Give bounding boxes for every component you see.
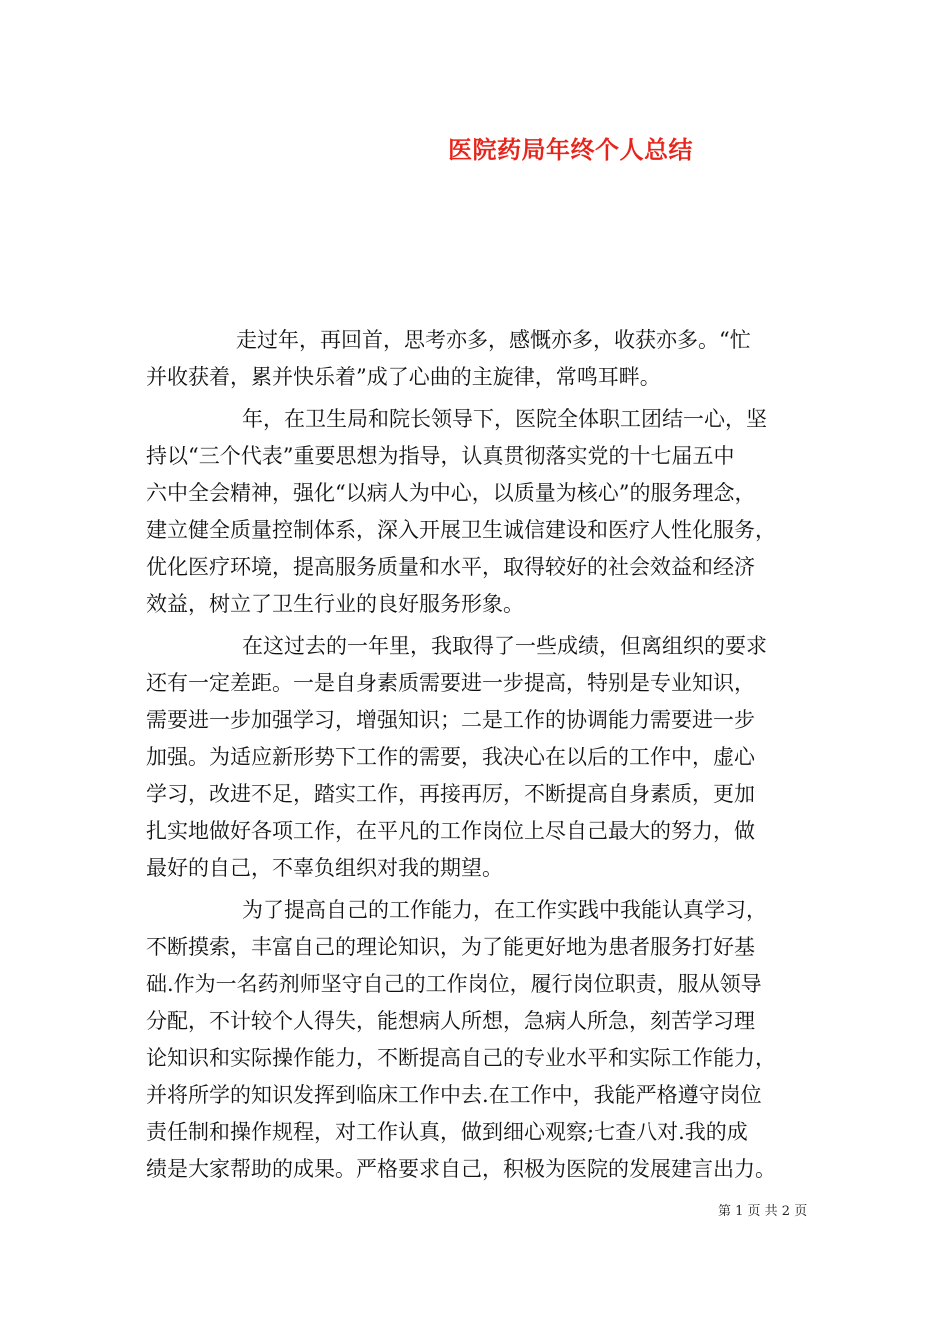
document-body	[146, 322, 810, 1188]
paragraph-2-line-6: 效益，树立了卫生行业的良好服务形象。	[146, 592, 524, 616]
paragraph-1-line-2: 并收获着，累并快乐着”成了心曲的主旋律，常鸣耳畔。	[146, 365, 661, 389]
paragraph-4-line-6: 并将所学的知识发挥到临床工作中去.在工作中，我能严格遵守岗位	[146, 1083, 762, 1107]
paragraph-2-line-5: 优化医疗环境，提高服务质量和水平，取得较好的社会效益和经济	[146, 555, 755, 579]
paragraph-4-line-5: 论知识和实际操作能力，不断提高自己的专业水平和实际工作能力，	[146, 1046, 776, 1070]
paragraph-2-line-3: 六中全会精神，强化“以病人为中心，以质量为核心”的服务理念，	[146, 481, 756, 505]
paragraph-4-line-1: 为了提高自己的工作能力，在工作实践中我能认真学习，	[242, 898, 767, 922]
paragraph-2-line-1: 年，在卫生局和院长领导下，医院全体职工团结一心，坚	[242, 407, 767, 431]
paragraph-3-line-4: 加强。为适应新形势下工作的需要，我决心在以后的工作中，虚心	[146, 745, 755, 769]
paragraph-4-line-2: 不断摸索，丰富自己的理论知识，为了能更好地为患者服务打好基	[146, 935, 755, 959]
paragraph-4-line-7: 责任制和操作规程，对工作认真，做到细心观察;七查八对.我的成	[146, 1120, 748, 1144]
paragraph-4-line-3: 础.作为一名药剂师坚守自己的工作岗位，履行岗位职责，服从领导	[146, 972, 762, 996]
paragraph-4-line-4: 分配，不计较个人得失，能想病人所想，急病人所急，刻苦学习理	[146, 1009, 755, 1033]
paragraph-2-line-4: 建立健全质量控制体系，深入开展卫生诚信建设和医疗人性化服务，	[146, 518, 776, 542]
document-title: 医院药局年终个人总结	[448, 135, 693, 164]
page-number-footer: 第 1 页 共 2 页	[718, 1204, 808, 1219]
paragraph-3-line-1: 在这过去的一年里，我取得了一些成绩，但离组织的要求	[242, 634, 767, 658]
paragraph-2-line-2: 持以“三个代表”重要思想为指导，认真贯彻落实党的十七届五中	[146, 444, 735, 468]
paragraph-4-line-8: 绩是大家帮助的成果。严格要求自己，积极为医院的发展建言出力。	[146, 1157, 776, 1181]
paragraph-1-line-1: 走过年，再回首，思考亦多，感慨亦多，收获亦多。“忙	[236, 328, 751, 352]
paragraph-3-line-6: 扎实地做好各项工作，在平凡的工作岗位上尽自己最大的努力，做	[146, 819, 755, 843]
paragraph-3-line-7: 最好的自己，不辜负组织对我的期望。	[146, 856, 503, 880]
paragraph-3-line-3: 需要进一步加强学习，增强知识；二是工作的协调能力需要进一步	[146, 708, 755, 732]
paragraph-3-line-2: 还有一定差距。一是自身素质需要进一步提高，特别是专业知识，	[146, 671, 755, 695]
paragraph-3-line-5: 学习，改进不足，踏实工作，再接再厉，不断提高自身素质，更加	[146, 782, 755, 806]
